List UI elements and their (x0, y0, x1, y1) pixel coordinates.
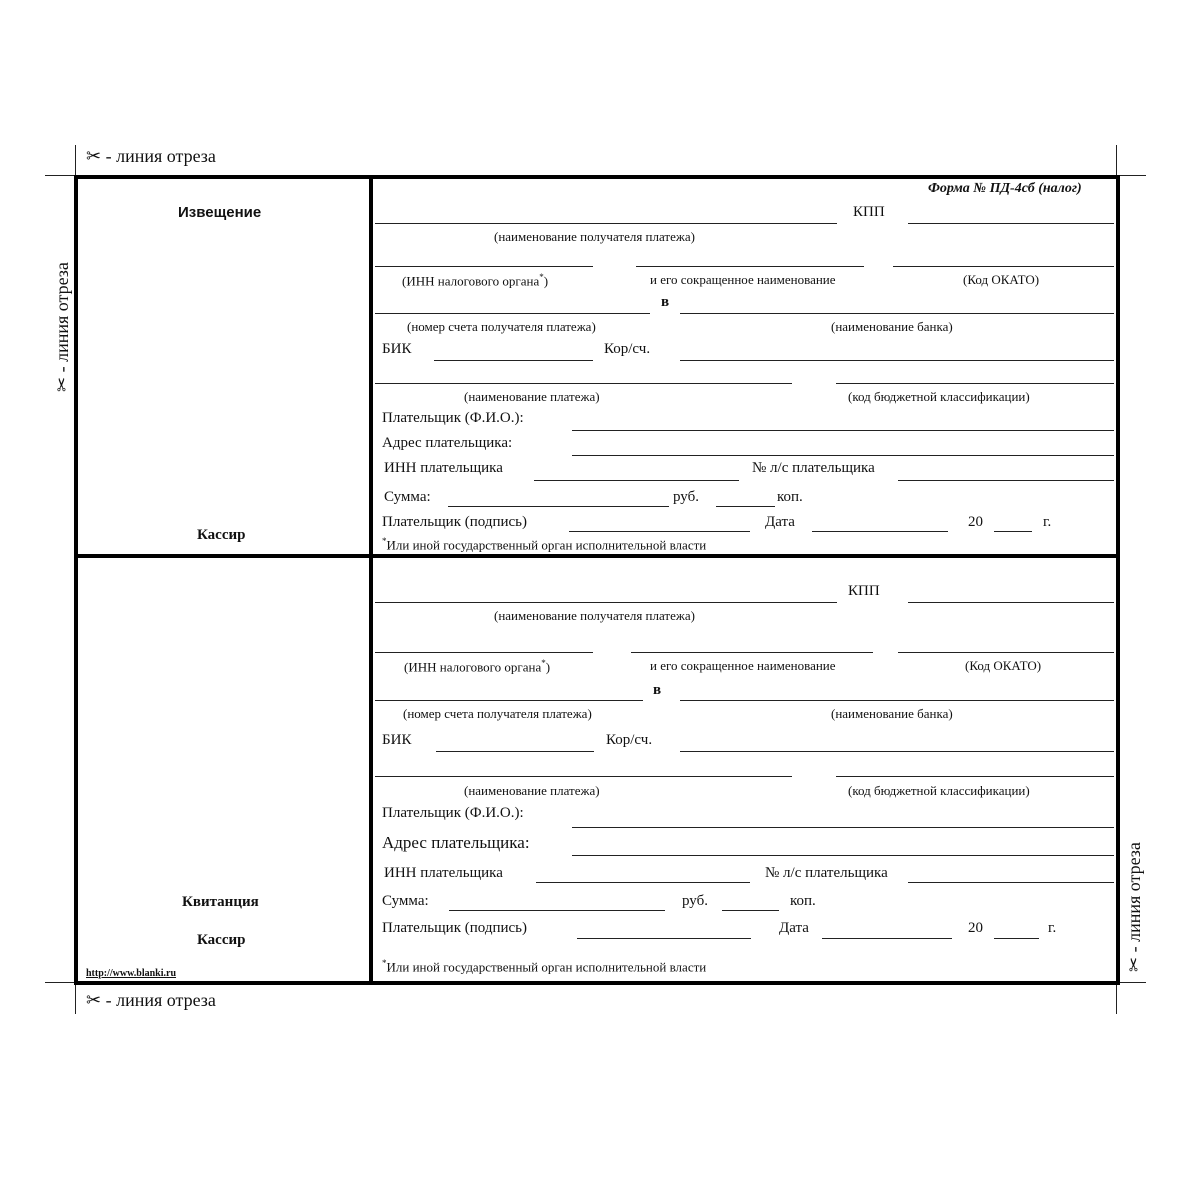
crop-mark-left-top (45, 175, 75, 176)
recipient-name-field[interactable] (375, 223, 837, 224)
form-frame (74, 175, 1120, 985)
year-suffix: г. (1043, 514, 1052, 530)
kpp-label: КПП (853, 204, 885, 220)
account-field[interactable] (375, 313, 650, 314)
recipient-name-caption: (наименование получателя платежа) (494, 608, 695, 623)
sum-label: Сумма: (384, 489, 431, 505)
okato-field[interactable] (898, 652, 1114, 653)
kpp-label: КПП (848, 583, 880, 599)
date-field[interactable] (812, 531, 948, 532)
payer-inn-label: ИНН плательщика (384, 460, 503, 476)
kor-field[interactable] (680, 360, 1114, 361)
receipt-title: Квитанция (182, 894, 259, 910)
short-name-field[interactable] (636, 266, 864, 267)
payment-name-field[interactable] (375, 776, 792, 777)
inn-tax-field[interactable] (375, 266, 593, 267)
short-name-caption: и его сокращенное наименование (650, 272, 836, 287)
payer-ls-field[interactable] (898, 480, 1114, 481)
payer-fio-label: Плательщик (Ф.И.О.): (382, 805, 524, 821)
in-word: в (661, 294, 670, 310)
bik-label: БИК (382, 341, 412, 357)
rub-label: руб. (682, 893, 708, 909)
scissors-icon: ✂ (52, 376, 72, 392)
sum-label: Сумма: (382, 893, 429, 909)
payer-sign-label: Плательщик (подпись) (382, 920, 528, 936)
year-suffix: г. (1048, 920, 1057, 936)
short-name-field[interactable] (631, 652, 873, 653)
section-divider (74, 554, 1120, 558)
bik-field[interactable] (434, 360, 593, 361)
footnote: *Или иной государственный орган исполнительной власти (382, 958, 707, 975)
year-prefix: 20 (968, 920, 983, 936)
crop-mark-bottom-left (75, 984, 76, 1014)
payment-name-field[interactable] (375, 383, 792, 384)
cut-line-bottom: ✂ - линия отреза (86, 990, 216, 1010)
crop-mark-top-left (75, 145, 76, 175)
bank-name-field[interactable] (680, 313, 1114, 314)
payer-fio-label: Плательщик (Ф.И.О.): (382, 410, 524, 426)
in-word: в (653, 682, 662, 698)
okato-field[interactable] (893, 266, 1114, 267)
column-divider (369, 175, 373, 985)
kbk-caption: (код бюджетной классификации) (848, 389, 1030, 404)
payer-sign-field[interactable] (577, 938, 751, 939)
date-field[interactable] (822, 938, 952, 939)
crop-mark-bottom-right (1116, 984, 1117, 1014)
kbk-caption: (код бюджетной классификации) (848, 783, 1030, 798)
bank-name-caption: (наименование банка) (831, 319, 953, 334)
crop-mark-right-top (1118, 175, 1146, 176)
notice-title: Извещение (178, 204, 262, 221)
crop-mark-top-right (1116, 145, 1117, 175)
date-label: Дата (779, 920, 809, 936)
payer-sign-label: Плательщик (подпись) (382, 514, 528, 530)
payment-name-caption: (наименование платежа) (464, 783, 600, 798)
cut-line-right: ✂ - линия отреза (1124, 842, 1144, 972)
recipient-name-field[interactable] (375, 602, 837, 603)
cut-line-left: ✂ - линия отреза (52, 262, 72, 392)
payer-ls-field[interactable] (908, 882, 1114, 883)
kor-label: Кор/сч. (604, 341, 651, 357)
account-caption: (номер счета получателя платежа) (407, 319, 596, 334)
kor-field[interactable] (680, 751, 1114, 752)
payer-inn-label: ИНН плательщика (384, 865, 503, 881)
year-field[interactable] (994, 531, 1032, 532)
cashier-label-top: Кассир (197, 527, 246, 543)
cashier-label-bottom: Кассир (197, 932, 246, 948)
year-field[interactable] (994, 938, 1039, 939)
inn-tax-caption: (ИНН налогового органа*) (402, 272, 549, 289)
scissors-icon: ✂ (86, 990, 102, 1010)
sum-kop-field[interactable] (722, 910, 779, 911)
kbk-field[interactable] (836, 776, 1114, 777)
rub-label: руб. (673, 489, 699, 505)
sum-kop-field[interactable] (716, 506, 775, 507)
payer-address-field[interactable] (572, 455, 1114, 456)
bank-name-field[interactable] (680, 700, 1114, 701)
payer-inn-field[interactable] (536, 882, 750, 883)
scissors-icon: ✂ (1124, 956, 1144, 972)
kpp-field[interactable] (908, 602, 1114, 603)
payer-fio-field[interactable] (572, 827, 1114, 828)
inn-tax-caption: (ИНН налогового органа*) (404, 658, 551, 675)
inn-tax-field[interactable] (375, 652, 593, 653)
payer-fio-field[interactable] (572, 430, 1114, 431)
kbk-field[interactable] (836, 383, 1114, 384)
payment-name-caption: (наименование платежа) (464, 389, 600, 404)
okato-caption: (Код ОКАТО) (965, 658, 1042, 673)
crop-mark-right-bottom (1118, 982, 1146, 983)
payer-inn-field[interactable] (534, 480, 739, 481)
date-label: Дата (765, 514, 795, 530)
kor-label: Кор/сч. (606, 732, 653, 748)
form-id: Форма № ПД-4сб (налог) (928, 181, 1082, 196)
bik-label: БИК (382, 732, 412, 748)
kop-label: коп. (790, 893, 816, 909)
payer-address-label: Адрес плательщика: (382, 435, 513, 451)
scissors-icon: ✂ (86, 146, 102, 166)
cut-line-top: ✂ - линия отреза (86, 146, 216, 166)
account-field[interactable] (375, 700, 643, 701)
year-prefix: 20 (968, 514, 983, 530)
okato-caption: (Код ОКАТО) (963, 272, 1040, 287)
footnote: *Или иной государственный орган исполнительной власти (382, 536, 707, 553)
payer-address-label: Адрес плательщика: (382, 833, 530, 852)
bik-field[interactable] (436, 751, 594, 752)
payer-ls-label: № л/с плательщика (765, 865, 888, 881)
payer-ls-label: № л/с плательщика (752, 460, 875, 476)
crop-mark-left-bottom (45, 982, 75, 983)
kpp-field[interactable] (908, 223, 1114, 224)
recipient-name-caption: (наименование получателя платежа) (494, 229, 695, 244)
payer-sign-field[interactable] (569, 531, 750, 532)
short-name-caption: и его сокращенное наименование (650, 658, 836, 673)
sum-rub-field[interactable] (448, 506, 669, 507)
bank-name-caption: (наименование банка) (831, 706, 953, 721)
kop-label: коп. (777, 489, 803, 505)
payer-address-field[interactable] (572, 855, 1114, 856)
account-caption: (номер счета получателя платежа) (403, 706, 592, 721)
sum-rub-field[interactable] (449, 910, 665, 911)
website-link[interactable]: http://www.blanki.ru (86, 968, 177, 979)
